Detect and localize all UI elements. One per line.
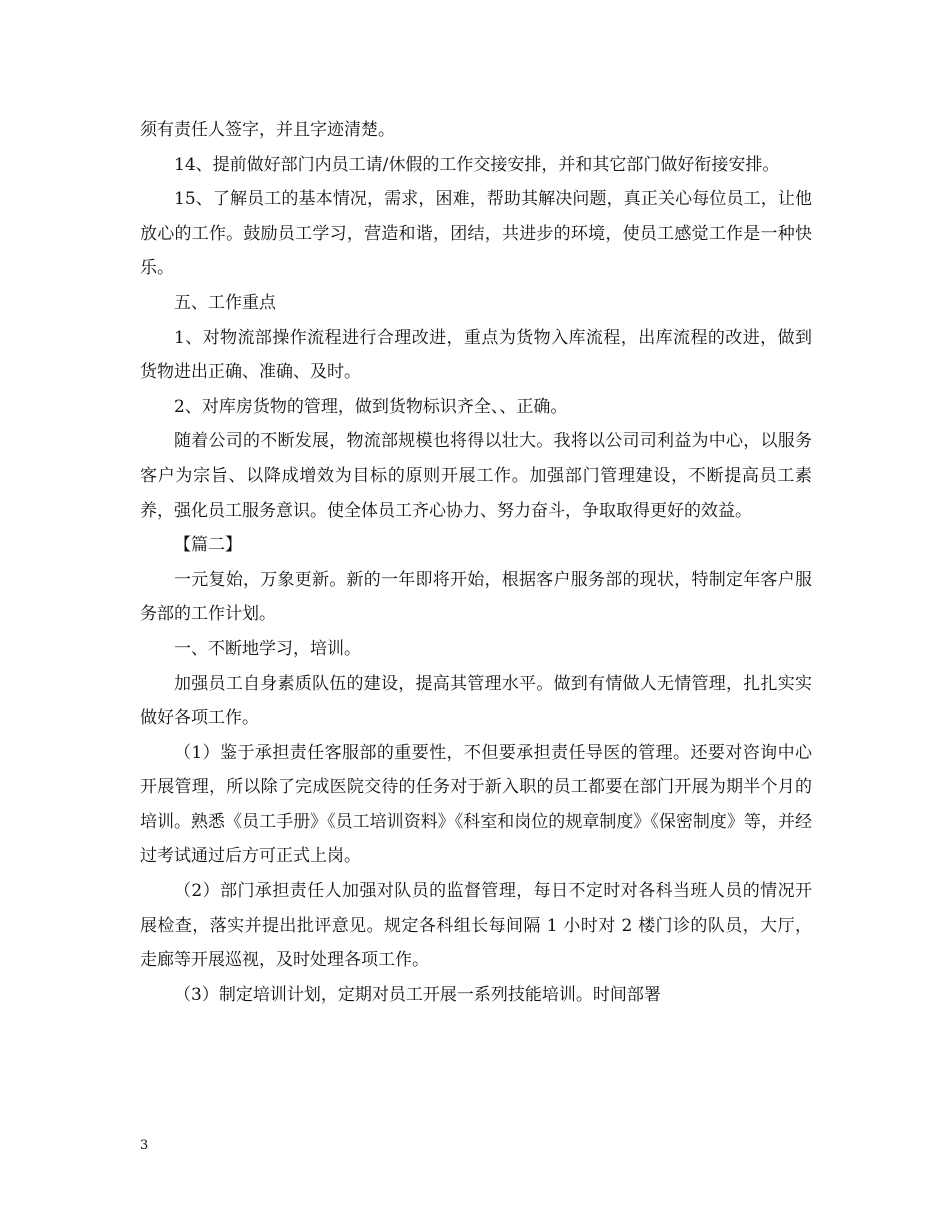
paragraph: 15、了解员工的基本情况，需求，困难，帮助其解决问题，真正关心每位员工，让他放心的工作。鼓励员工学习，营造和谐，团结，共进步的环境，使员工感觉工作是一种快乐。 (140, 189, 812, 279)
paragraph: （2）部门承担责任人加强对队员的监督管理，每日不定时对各科当班人员的情况开展检查，落实并提出批评意见。规定各科组长每间隔 1 小时对 2 楼门诊的队员，大厅，走廊等开展巡视，及时处理各项工作。 (140, 881, 812, 971)
section-heading: 五、工作重点 (174, 292, 276, 313)
paragraph: 随着公司的不断发展，物流部规模也将得以壮大。我将以公司司利益为中心，以服务客户为宗旨、以降成增效为目标的原则开展工作。加强部门管理建设，不断提高员工素养，强化员工服务意识。使全体员工齐心协力、努力奋斗，争取取得更好的效益。 (140, 431, 812, 521)
paragraph: 2、对库房货物的管理，做到货物标识齐全、、正确。 (174, 396, 568, 417)
page-number: 3 (140, 1138, 149, 1153)
paragraph: 一元复始，万象更新。新的一年即将开始，根据客户服务部的现状，特制定年客户服务部的工作计划。 (140, 569, 812, 625)
paragraph: 1、对物流部操作流程进行合理改进，重点为货物入库流程，出库流程的改进，做到货物进出正确、准确、及时。 (140, 327, 812, 383)
paragraph: 14、提前做好部门内员工请/休假的工作交接安排，并和其它部门做好衔接安排。 (174, 154, 780, 175)
section-heading: 一、不断地学习，培训。 (174, 638, 361, 659)
paragraph: 加强员工自身素质队伍的建设，提高其管理水平。做到有情做人无情管理，扎扎实实做好各项工作。 (140, 673, 812, 729)
paragraph: 须有责任人签字，并且字迹清楚。 (140, 120, 395, 140)
document-body (140, 113, 812, 1012)
part-heading: 【篇二】 (174, 535, 242, 556)
paragraph: （3）制定培训计划，定期对员工开展一系列技能培训。时间部署 (174, 984, 661, 1005)
paragraph: （1）鉴于承担责任客服部的重要性，不但要承担责任导医的管理。还要对咨询中心开展管理，所以除了完成医院交待的任务对于新入职的员工都要在部门开展为期半个月的培训。熟悉《员工手册》《员工培训资料》《科室和岗位的规章制度》《保密制度》等，并经过考试通过后方可正式上岗。 (140, 742, 812, 867)
